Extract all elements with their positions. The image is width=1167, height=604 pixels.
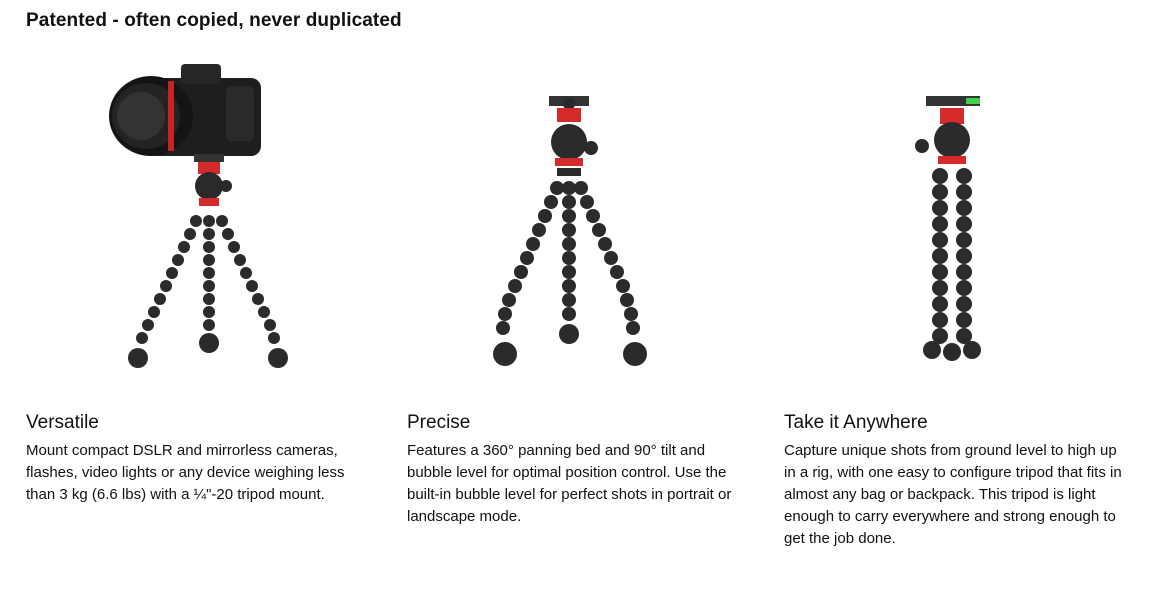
tripod-spread-illustration <box>477 56 677 386</box>
feature-description: Mount compact DSLR and mirrorless cameras, flashes, video lights or any device weighing less than 3 kg (6.6 lbs) with a ¼"-20 tripod mount. <box>26 442 345 503</box>
feature-title: Precise <box>407 412 471 433</box>
page-heading: Patented - often copied, never duplicated <box>26 10 402 31</box>
tripod-legs-closed-image <box>904 56 1167 386</box>
tripod-with-camera-image <box>86 56 416 386</box>
tripod-spread-legs-image <box>477 56 807 386</box>
feature-description: Capture unique shots from ground level to high up in a rig, with one easy to configure tripod that fits in almost any bag or backpack. This tripod is light enough to carry everywhere and strong enough to get the job done. <box>784 442 1122 547</box>
tripod-camera-illustration <box>86 56 316 386</box>
feature-description: Features a 360° panning bed and 90° tilt and bubble level for optimal position control. Use the built-in bubble level for perfect shots in portrait or landscape mode. <box>407 442 732 525</box>
feature-title: Take it Anywhere <box>784 412 928 433</box>
tripod-closed-illustration <box>904 56 1004 386</box>
feature-title: Versatile <box>26 412 99 433</box>
